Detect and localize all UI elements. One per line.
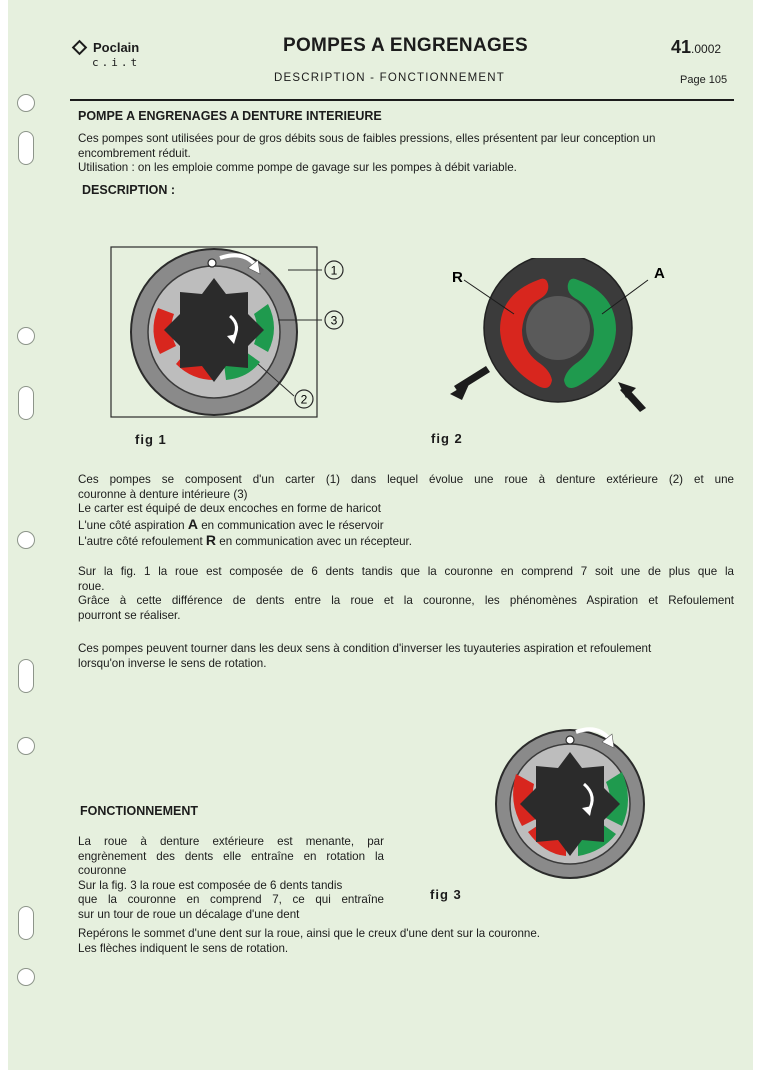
text-line: sur un tour de roue un décalage d'une dent xyxy=(78,907,300,921)
text-line: Repérons le sommet d'une dent sur la roue, ainsi que le creux d'une dent sur la couronne. xyxy=(78,927,541,940)
text-line: Ces pompes peuvent tourner dans les deux sens à condition d'inverser les tuyauteries aspiration et refoulement xyxy=(78,642,652,655)
description-paragraph-3 xyxy=(78,642,734,671)
intro-paragraph xyxy=(78,132,734,176)
text-line: Sur la fig. 3 la roue est composée de 6 dents tandis xyxy=(78,878,343,892)
text-line: Le carter est équipé de deux encoches en forme de haricot xyxy=(78,502,381,515)
description-heading: DESCRIPTION : xyxy=(82,183,176,197)
port-R-label: R xyxy=(452,269,463,286)
fig3-marker-dot xyxy=(566,736,574,744)
fig2-outflow-arrow-icon xyxy=(454,366,490,392)
description-paragraph-2 xyxy=(78,565,734,623)
port-R-inline: R xyxy=(205,532,217,548)
text-line: couronne à denture intérieure (3) xyxy=(78,487,248,501)
binder-hole xyxy=(18,131,34,165)
text-line: Les flèches indiquent le sens de rotation. xyxy=(78,941,289,955)
fonctionnement-paragraph-2 xyxy=(78,927,734,956)
doc-number-main: 41 xyxy=(671,37,692,57)
fig1-marker-dot xyxy=(208,259,216,267)
doc-number-suffix: .0002 xyxy=(691,42,722,56)
intro-line: encombrement réduit. xyxy=(78,146,191,160)
binder-hole xyxy=(18,386,34,420)
doc-number xyxy=(671,37,721,58)
section-heading: POMPE A ENGRENAGES A DENTURE INTERIEURE xyxy=(78,109,382,123)
text-fragment: en communication avec le réservoir xyxy=(201,518,384,532)
fig2-label: fig 2 xyxy=(431,431,463,446)
callout-3: 3 xyxy=(330,313,338,328)
brand-name: Poclain xyxy=(93,40,140,55)
page-number: Page 105 xyxy=(680,74,728,86)
binder-hole xyxy=(17,327,35,345)
brand-logo xyxy=(72,40,139,55)
text-line xyxy=(78,517,734,534)
fig1-label: fig 1 xyxy=(135,432,167,447)
fig3-label: fig 3 xyxy=(430,887,462,902)
usage-line: Utilisation : on les emploie comme pompe de gavage sur les pompes à débit variable. xyxy=(78,161,517,174)
intro-line: Ces pompes sont utilisées pour de gros débits sous de faibles pressions, elles présentent par leur conception un xyxy=(78,132,656,145)
text-line: roue. xyxy=(78,579,105,593)
figure-2-diagram xyxy=(440,258,670,418)
binder-hole xyxy=(17,94,35,112)
figure-1-diagram xyxy=(108,244,358,420)
port-A-label: A xyxy=(654,265,665,282)
text-fragment: en communication avec un récepteur. xyxy=(219,535,412,548)
text-line: lorsqu'on inverse le sens de rotation. xyxy=(78,656,267,670)
text-line: Sur la fig. 1 la roue est composée de 6 dents tandis que la couronne en comprend 7 soit une de plus que la xyxy=(78,565,734,578)
binder-hole xyxy=(17,737,35,755)
diamond-logo-icon xyxy=(72,40,88,56)
binder-hole xyxy=(17,531,35,549)
text-line: pourront se réaliser. xyxy=(78,608,181,622)
text-line: La roue à denture extérieure est menante, par xyxy=(78,835,384,848)
text-line: Ces pompes se composent d'un carter (1) dans lequel évolue une roue à denture extérieure (2) et une xyxy=(78,473,734,486)
text-line: Grâce à cette différence de dents entre la roue et la couronne, les phénomènes Aspiration et Refoulement xyxy=(78,594,734,607)
text-line: engrènement des dents elle entraîne en rotation la xyxy=(78,849,384,863)
description-paragraph-1 xyxy=(78,473,734,550)
fonctionnement-heading: FONCTIONNEMENT xyxy=(80,804,199,818)
text-line: que la couronne en comprend 7, ce qui entraîne xyxy=(78,893,384,906)
text-line xyxy=(78,533,734,550)
page-title: POMPES A ENGRENAGES xyxy=(283,35,528,56)
callout-2: 2 xyxy=(300,392,308,407)
binder-hole xyxy=(18,659,34,693)
port-A-inline: A xyxy=(187,515,198,532)
page-subtitle: DESCRIPTION - FONCTIONNEMENT xyxy=(274,72,506,84)
binder-hole xyxy=(17,968,35,986)
text-fragment: L'autre côté refoulement xyxy=(78,535,203,548)
text-fragment: L'une côté aspiration xyxy=(78,518,185,532)
callout-1: 1 xyxy=(330,263,338,278)
fig2-hub xyxy=(526,296,590,360)
binder-hole xyxy=(18,906,34,940)
fonctionnement-paragraph xyxy=(78,835,384,922)
brand-subtitle: c.i.t xyxy=(92,56,141,69)
text-line: couronne xyxy=(78,864,127,877)
figure-3-diagram xyxy=(486,722,656,880)
header-divider xyxy=(70,99,734,101)
